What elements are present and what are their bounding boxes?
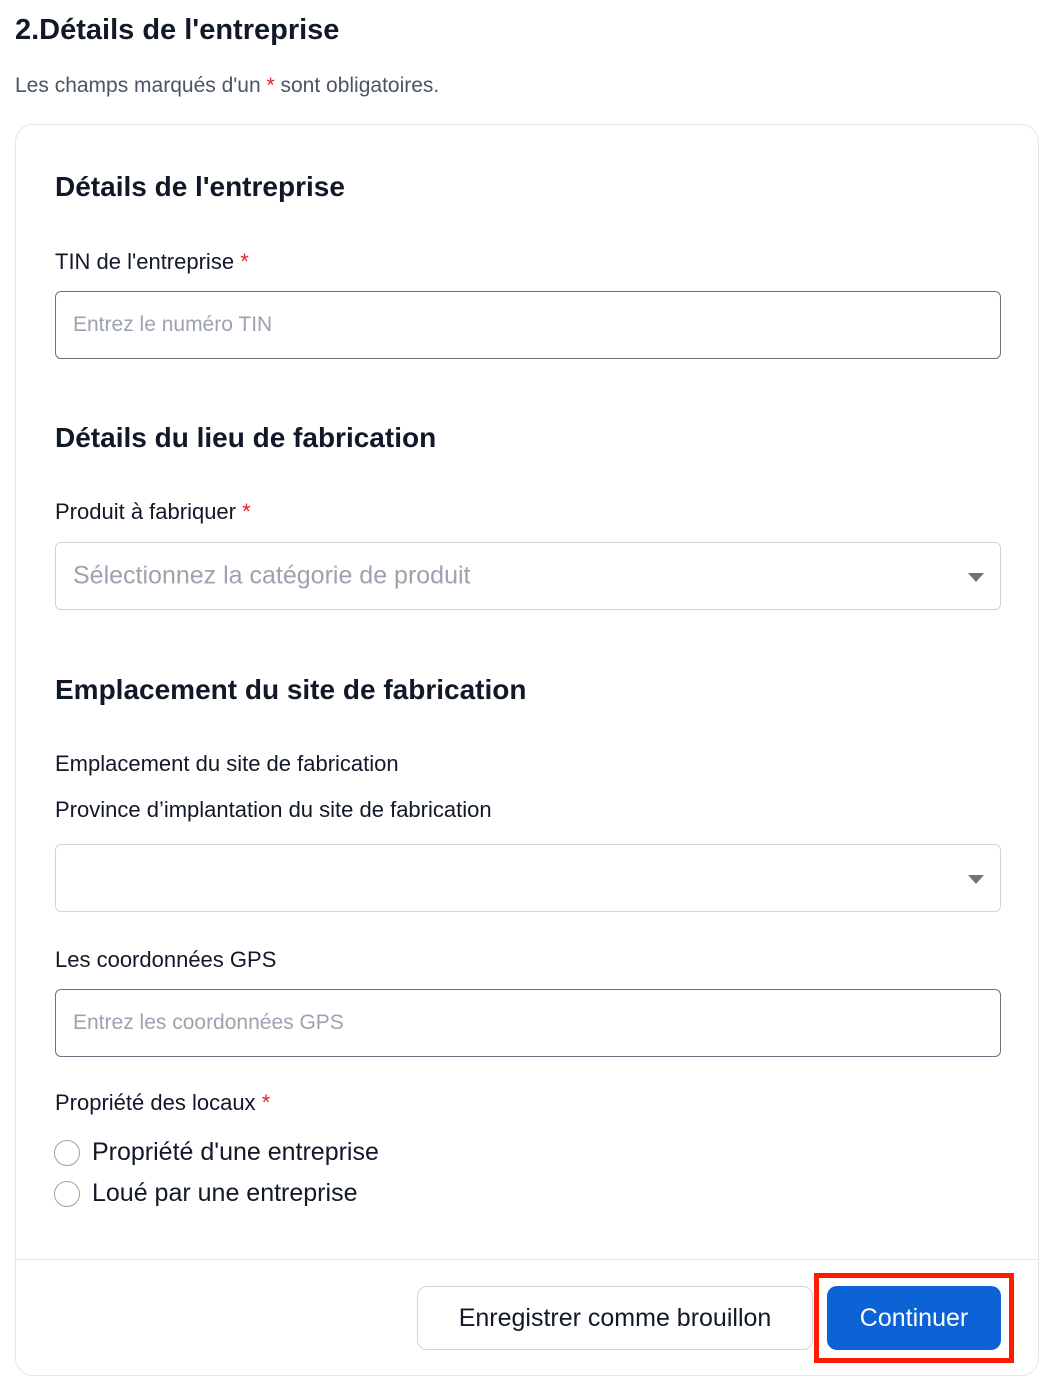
- required-asterisk: *: [266, 74, 275, 97]
- product-label-text: Produit à fabriquer: [55, 499, 236, 524]
- gps-input[interactable]: [55, 989, 1001, 1057]
- radio-rented-label: Loué par une entreprise: [92, 1179, 358, 1207]
- chevron-down-icon: [968, 875, 984, 884]
- subtitle-text-after: sont obligatoires.: [274, 74, 440, 97]
- ownership-label-text: Propriété des locaux: [55, 1090, 256, 1115]
- page-title: 2.Détails de l'entreprise: [15, 14, 340, 46]
- section-title-company: Détails de l'entreprise: [55, 171, 345, 202]
- location-sub-label: Emplacement du site de fabrication: [55, 751, 399, 776]
- tin-input[interactable]: [55, 291, 1001, 359]
- save-draft-button[interactable]: Enregistrer comme brouillon: [417, 1286, 813, 1350]
- subtitle-text-before: Les champs marqués d'un: [15, 74, 267, 97]
- footer-divider: [16, 1259, 1038, 1260]
- required-asterisk: *: [261, 1090, 271, 1115]
- product-category-select[interactable]: [55, 542, 1001, 610]
- tin-label-text: TIN de l'entreprise: [55, 249, 235, 274]
- radio-button[interactable]: [54, 1140, 80, 1166]
- page-subtitle: [15, 74, 439, 98]
- required-asterisk: *: [242, 499, 251, 524]
- radio-owned-label: Propriété d'une entreprise: [92, 1138, 379, 1166]
- province-label: Province d’implantation du site de fabrication: [55, 797, 492, 822]
- section-title-manufacturing: Détails du lieu de fabrication: [55, 422, 437, 453]
- required-asterisk: *: [240, 249, 249, 274]
- continue-button[interactable]: Continuer: [827, 1286, 1001, 1350]
- product-label: [55, 499, 251, 525]
- ownership-label: [55, 1090, 270, 1116]
- section-title-location: Emplacement du site de fabrication: [55, 674, 527, 705]
- tin-label: [55, 249, 249, 275]
- radio-owned[interactable]: [54, 1138, 379, 1167]
- radio-button[interactable]: [54, 1181, 80, 1207]
- chevron-down-icon: [968, 573, 984, 582]
- product-category-placeholder: Sélectionnez la catégorie de produit: [73, 561, 471, 590]
- radio-rented[interactable]: [54, 1179, 357, 1208]
- form-card: [15, 124, 1039, 1376]
- province-select[interactable]: [55, 844, 1001, 912]
- gps-label: Les coordonnées GPS: [55, 947, 277, 972]
